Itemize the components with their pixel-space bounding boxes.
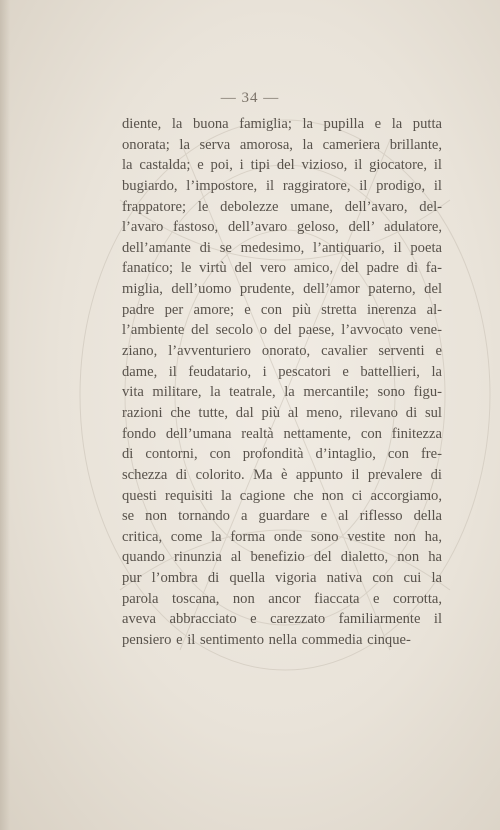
text-line: frappatore; le debolezze umane, dell’avaro, del- [122,198,442,215]
text-line: ziano, l’avventuriero onorato, cavalier serventi e [122,343,442,360]
text-line: bugiardo, l’impostore, il raggiratore, il prodigo, il [122,177,442,194]
text-line: pensiero e il sentimento nella commedia cinque- [122,632,411,649]
text-line: l’avaro fastoso, dell’avaro geloso, dell’ adulatore, [122,219,442,236]
text-line: aveva abbracciato e carezzato familiarmente il [122,611,442,628]
text-line: razioni che tutte, dal più al meno, rilevano di sul [122,404,442,421]
text-line: onorata; la serva amorosa, la cameriera brillante, [122,136,442,153]
text-line: schezza di colorito. Ma è appunto il prevalere di [122,466,442,483]
text-line: parola toscana, non ancor fiaccata e corrotta, [122,590,442,607]
text-line: pur l’ombra di quella vigoria nativa con cui la [122,570,442,587]
body-text [122,114,442,651]
text-line: di contorni, con profondità d’intaglio, con fre- [122,446,442,463]
text-line: diente, la buona famiglia; la pupilla e la putta [122,116,442,132]
text-line: dame, il feudatario, i pescatori e battellieri, la [122,363,442,380]
text-line: la castalda; e poi, i tipi del vizioso, il giocatore, il [122,157,442,174]
page-number: — 34 — [220,90,280,106]
page-edge-shadow [0,0,10,830]
text-line: se non tornando a guardare e al riflesso della [122,508,442,525]
text-line: critica, come la forma onde sono vestite non ha, [122,528,442,545]
text-line: miglia, dell’uomo prudente, dell’amor paterno, del [122,281,442,298]
text-line: l’ambiente del secolo o del paese, l’avvocato vene- [122,322,442,339]
text-line: vita militare, la teatrale, la mercantile; sono figu- [122,384,442,401]
text-line: dell’amante di se medesimo, l’antiquario, il poeta [122,239,442,256]
text-line: fondo dell’umana realtà nettamente, con finitezza [122,425,442,442]
text-line: fanatico; le virtù del vero amico, del padre di fa- [122,260,442,277]
text-line: questi requisiti la cagione che non ci accorgiamo, [122,487,442,504]
text-line: quando rinunzia al benefizio del dialetto, non ha [122,549,442,566]
text-line: padre per amore; e con più stretta inerenza al- [122,301,442,318]
